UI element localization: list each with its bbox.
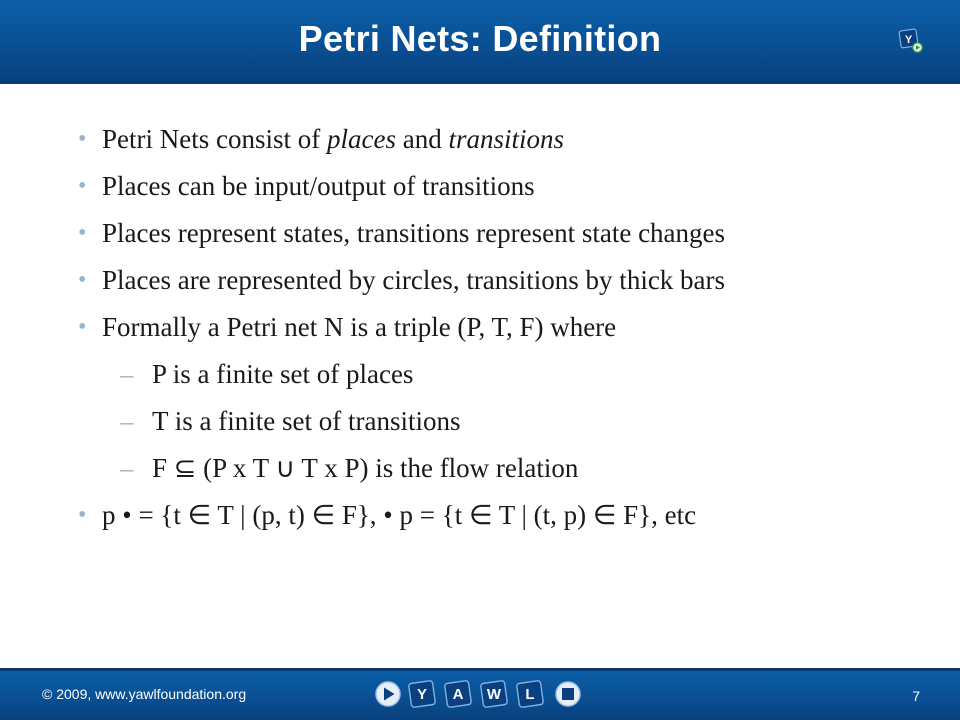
- dash-marker: –: [120, 453, 134, 483]
- sub-bullet-text: F ⊆ (P x T ∪ T x P) is the flow relation: [152, 453, 579, 483]
- yawl-letter-l-icon: [516, 680, 543, 707]
- bullet-composition: [78, 124, 918, 171]
- yawl-letter-w-icon: [480, 680, 507, 707]
- bullet-text: Places can be input/output of transitions: [102, 171, 535, 201]
- bullet-list: [78, 124, 918, 547]
- bullet-marker: •: [78, 173, 87, 199]
- yawl-corner-logo-icon: [898, 28, 924, 54]
- nav-letter-a: A: [452, 686, 464, 703]
- sub-bullet-places: [78, 359, 918, 406]
- nav-letter-l: L: [525, 686, 535, 703]
- bullet-text: Places are represented by circles, transitions by thick bars: [102, 265, 726, 295]
- bullet-formal-definition: [78, 312, 918, 359]
- play-icon[interactable]: [376, 682, 400, 706]
- bullet-marker: •: [78, 502, 87, 528]
- bullet-marker: •: [78, 314, 87, 340]
- slide-title: Petri Nets: Definition: [298, 18, 662, 59]
- bullet-text: Petri Nets consist of: [102, 124, 327, 154]
- sub-bullet-transitions: [78, 406, 918, 453]
- footer-bar: [0, 668, 960, 720]
- page-number: 7: [912, 688, 920, 704]
- sub-bullet-text: T is a finite set of transitions: [152, 406, 461, 436]
- bullet-text: and: [395, 124, 449, 154]
- bullet-text: Formally a Petri net N is a triple (P, T, F) where: [102, 312, 617, 342]
- bullet-marker: •: [78, 126, 87, 152]
- sub-bullet-text: P is a finite set of places: [152, 359, 414, 389]
- yawl-letter-a-icon: [444, 680, 471, 707]
- bullet-preset-postset: [78, 500, 918, 547]
- yawl-nav-logo: [374, 679, 584, 709]
- sub-bullet-flow-relation: [78, 453, 918, 500]
- nav-letter-y: Y: [416, 686, 428, 703]
- stop-icon[interactable]: [556, 682, 580, 706]
- svg-text:Y: Y: [904, 34, 913, 46]
- bullet-representation: [78, 265, 918, 312]
- bullet-text: Places represent states, transitions represent state changes: [102, 218, 726, 248]
- title-bar: [0, 0, 960, 84]
- dash-marker: –: [120, 359, 134, 389]
- bullet-marker: •: [78, 220, 87, 246]
- nav-letter-w: W: [486, 686, 502, 703]
- bullet-marker: •: [78, 267, 87, 293]
- bullet-input-output: [78, 171, 918, 218]
- bullet-states: [78, 218, 918, 265]
- bullet-text: p • = {t ∈ T | (p, t) ∈ F}, • p = {t ∈ T | (t, p) ∈ F}, etc: [102, 500, 697, 530]
- emphasis-places: places: [326, 124, 396, 154]
- yawl-letter-y-icon: [408, 680, 435, 707]
- dash-marker: –: [120, 406, 134, 436]
- emphasis-transitions: transitions: [448, 124, 564, 154]
- copyright-text: © 2009, www.yawlfoundation.org: [42, 686, 247, 702]
